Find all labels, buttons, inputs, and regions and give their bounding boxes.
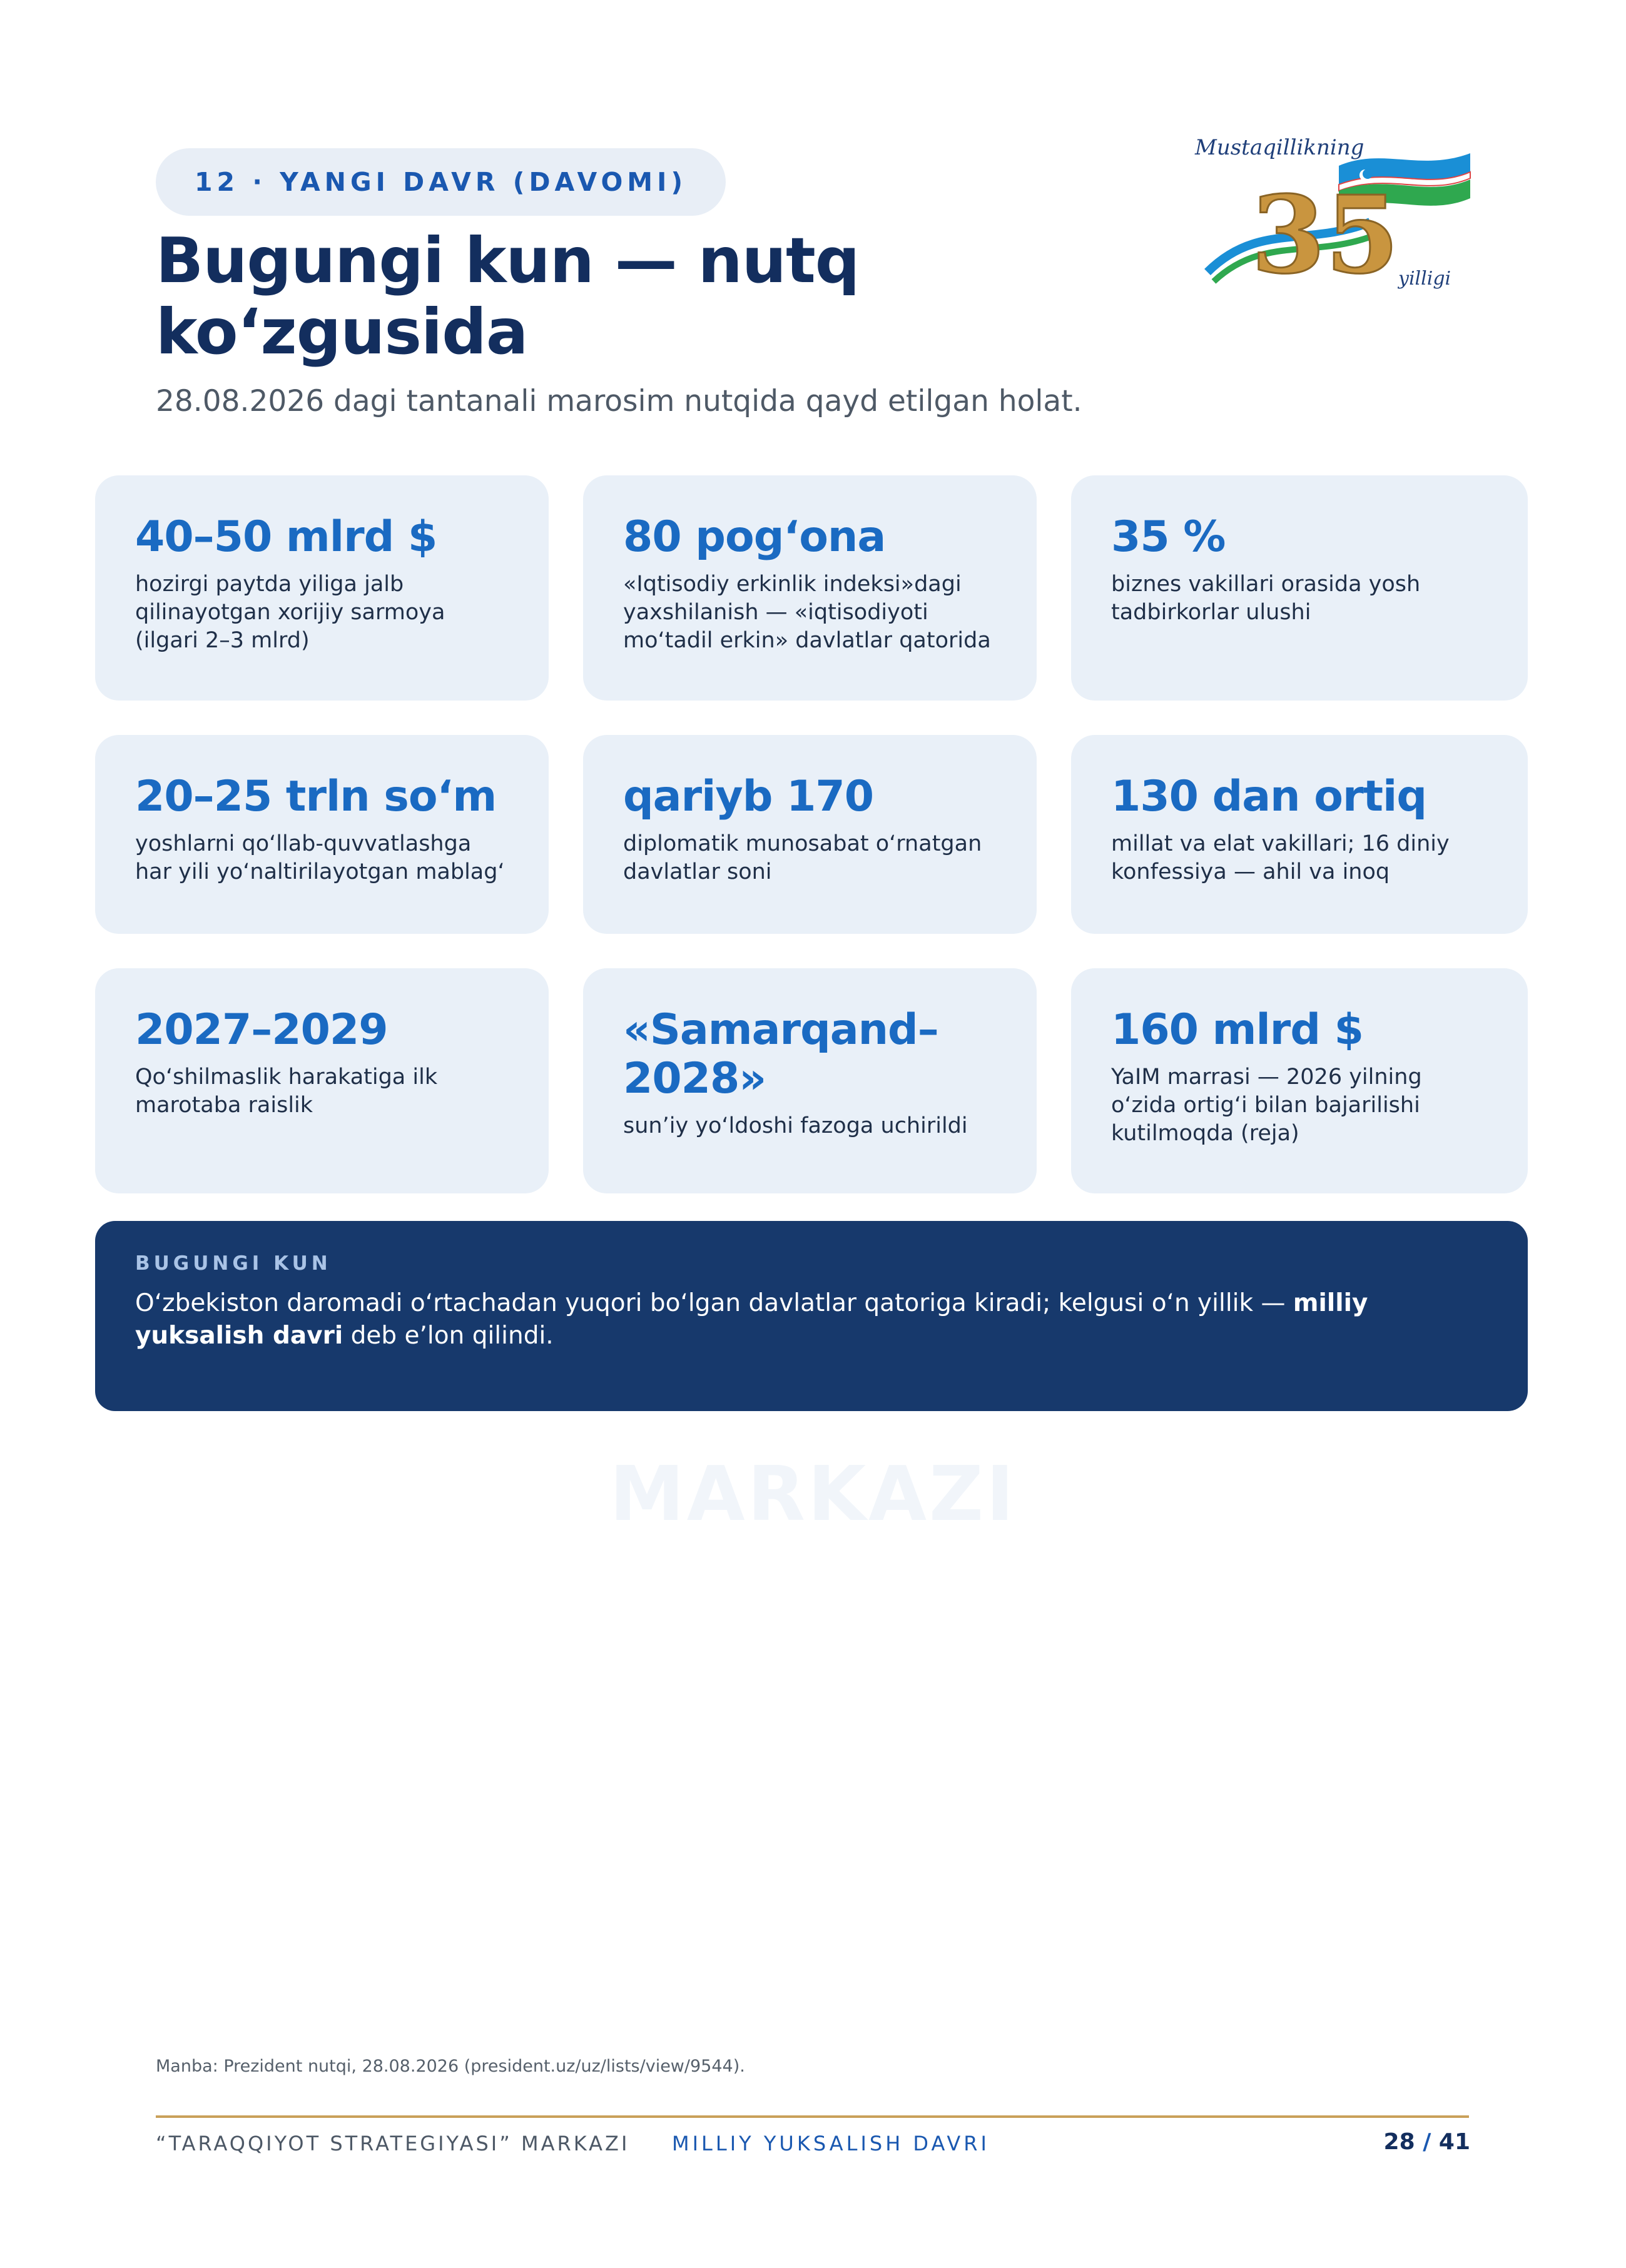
stat-description: biznes vakillari orasida yosh tadbirkorlar ulushi (1111, 572, 1421, 625)
stat-card (583, 475, 1037, 701)
stat-description: sun’iy yo‘ldoshi fazoga uchirildi (623, 1113, 968, 1138)
stat-description: Qo‘shilmaslik harakatiga ilk marotaba raislik (135, 1065, 438, 1118)
stat-description: hozirgi paytda yiliga jalb qilinayotgan xorijiy sarmoya (ilgari 2–3 mlrd) (135, 572, 445, 653)
banner-highlight: milliy yuksalish davri (135, 1289, 1368, 1350)
stat-description: diplomatik munosabat o‘rnatgan davlatlar soni (623, 831, 982, 884)
stat-card (95, 735, 549, 934)
stat-value: qariyb 170 (623, 772, 874, 821)
footer-rule (156, 2115, 1469, 2118)
anniversary-35-logo (1182, 128, 1483, 291)
stat-value: 130 dan ortiq (1111, 772, 1427, 821)
banner-label: BUGUNGI KUN (135, 1252, 332, 1275)
source-note: Manba: Prezident nutqi, 28.08.2026 (president.uz/uz/lists/view/9544). (156, 2057, 745, 2076)
watermark: MARKAZI (609, 1451, 1017, 1538)
stat-value: 20–25 trln so‘m (135, 772, 497, 821)
banner-text: O‘zbekiston daromadi o‘rtachadan yuqori bo‘lgan davlatlar qatoriga kiradi; kelgusi o‘n yillik — milliy yuksalish davri deb e’lon qilindi. (135, 1289, 1368, 1350)
stat-card (583, 735, 1037, 934)
stat-value: 160 mlrd $ (1111, 1005, 1363, 1055)
stat-card (1071, 968, 1528, 1193)
stat-card (583, 968, 1037, 1193)
logo-bottom-text: yilligi (1398, 268, 1451, 290)
stat-description: yoshlarni qo‘llab-quvvatlashga har yili yo‘naltirilayotgan mablag‘ (135, 831, 505, 884)
summary-banner (95, 1221, 1528, 1411)
stat-value: «Samarqand–2028» (623, 1005, 938, 1103)
stat-description: YaIM marrasi — 2026 yilning o‘zida ortig‘i bilan bajarilishi kutilmoqda (reja) (1111, 1065, 1422, 1146)
page-subtitle: 28.08.2026 dagi tantanali marosim nutqida qayd etilgan holat. (156, 384, 1082, 418)
stat-value: 80 pog‘ona (623, 512, 886, 562)
stat-description: millat va elat vakillari; 16 diniy konfessiya — ahil va inoq (1111, 831, 1450, 884)
page-number: 28 / 41 (1383, 2129, 1470, 2155)
logo-number: 35 (1251, 173, 1400, 291)
stat-card (1071, 475, 1528, 701)
section-pill (156, 148, 726, 216)
page-title: Bugungi kun — nutq ko‘zgusida (156, 224, 860, 368)
footer-series-title: MILLIY YUKSALISH DAVRI (672, 2132, 990, 2155)
logo-top-text: Mustaqillikning (1195, 135, 1364, 160)
stat-card (95, 475, 549, 701)
stat-card (95, 968, 549, 1193)
stat-card (1071, 735, 1528, 934)
stat-value: 2027–2029 (135, 1005, 388, 1055)
stat-description: «Iqtisodiy erkinlik indeksi»dagi yaxshilanish — «iqtisodiyoti mo‘tadil erkin» davlatlar qatorida (623, 572, 991, 653)
stat-value: 35 % (1111, 512, 1226, 562)
stat-value: 40–50 mlrd $ (135, 512, 437, 562)
footer-organization: “TARAQQIYOT STRATEGIYASI” MARKAZI (156, 2132, 630, 2155)
section-pill-label: 12 · YANGI DAVR (DAVOMI) (195, 167, 688, 197)
